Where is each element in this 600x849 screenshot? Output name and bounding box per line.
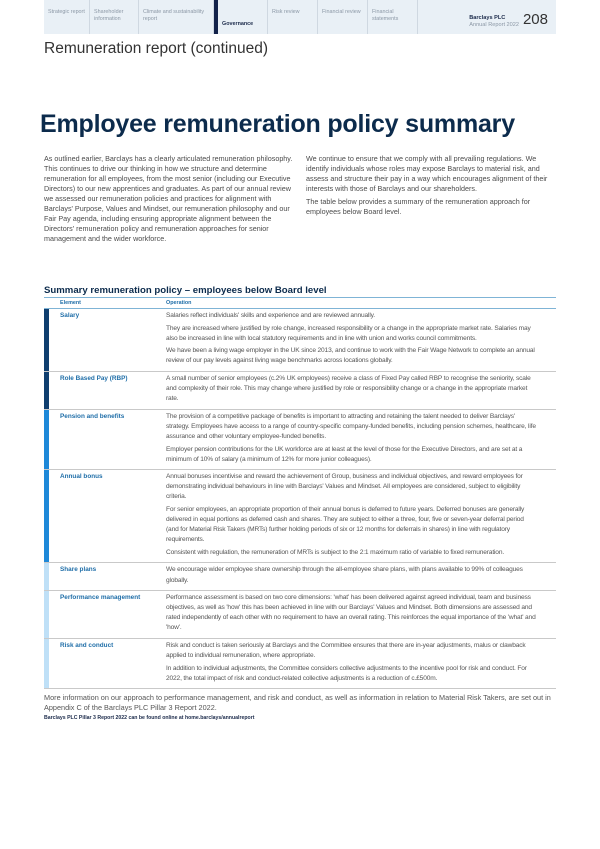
operation-text: We have been a living wage employer in the UK since 2013, and continue to work with the Fair Wage Network to complete an annual review of our pay levels against living wage benchmarks across locations globally. <box>166 347 535 365</box>
element-label: Pension and benefits <box>60 412 125 420</box>
brand-subtitle: Annual Report 2022 <box>469 22 519 28</box>
intro-left-column <box>44 154 294 247</box>
table-row-pension-benefits <box>44 410 556 470</box>
operation-text: Risk and conduct is taken seriously at Barclays and the Committee ensures that there are in-year adjustments, malus or clawback applied to individual remuneration, where appropriate. <box>166 642 526 660</box>
element-label: Annual bonus <box>60 473 103 481</box>
operation-cell <box>166 372 556 409</box>
column-header-operation: Operation <box>166 300 192 306</box>
operation-cell <box>166 410 556 469</box>
nav-tab-shareholder-information[interactable]: Shareholder information <box>90 0 139 34</box>
intro-text <box>44 154 556 247</box>
operation-text: They are increased where justified by role change, increased responsibility or a change in the appropriate market rate. Salaries may also be increased in line with local statutory requirements and in line with union and works council commitments. <box>166 324 531 342</box>
intro-paragraph: As outlined earlier, Barclays has a clearly articulated remuneration philosophy. This continues to drive our thinking in how we structure and determine remuneration for all employees, from the most senior (including our Executive Directors) to our new apprentices and graduates. As part of our annual review we assessed our remuneration policies and practices for alignment with Barclays' Purpose, Values and Mindset, our remuneration philosophy and our Fair Pay agenda, including ensuring appropriate alignment between the Directors' remuneration policy and remuneration approaches for senior management and the wider workforce. <box>44 154 293 243</box>
operation-cell <box>166 591 556 638</box>
page-title: Employee remuneration policy summary <box>40 110 515 138</box>
element-label: Salary <box>60 312 80 319</box>
element-label: Risk and conduct <box>60 642 114 650</box>
table-row-annual-bonus <box>44 470 556 563</box>
table-header <box>44 298 556 309</box>
section-title: Remuneration report (continued) <box>44 40 269 57</box>
operation-cell <box>166 309 556 371</box>
nav-tab-governance[interactable]: Governance <box>214 0 268 34</box>
footer-link-note[interactable]: Barclays PLC Pillar 3 Report 2022 can be found online at home.barclays/annualreport <box>44 715 255 721</box>
intro-paragraph: The table below provides a summary of the remuneration approach for employees below Board level. <box>306 197 531 216</box>
column-header-element: Element <box>60 300 81 306</box>
operation-text: Employer pension contributions for the UK workforce are at least at the level of those for the Executive Directors, and are set at a minimum of 10% of salary (a minimum of 12% for more junior colleagues). <box>166 445 523 463</box>
operation-cell <box>166 639 556 688</box>
table-row-share-plans <box>44 563 556 591</box>
operation-text: We encourage wider employee share ownership through the all-employee share plans, with plans available to 99% of colleagues globally. <box>166 566 523 584</box>
operation-text: For senior employees, an appropriate proportion of their annual bonus is deferred to future years. Deferred bonuses are generally delivered in equal portions as deferred cash and shares. They are subject to either a three, four, five or seven-year deferral period (and for Material Risk Takers (MRTs) further holding periods of six or 12 months for deferrals in shares) in line with regulatory requirements. <box>166 506 525 544</box>
operation-text: Annual bonuses incentivise and reward the achievement of Group, business and individual objectives, and reward employees for demonstrating individual behaviours in line with Barclays' Values and Mindset. All employees are considered, subject to eligibility criteria. <box>166 473 523 501</box>
table-row-performance-management <box>44 591 556 639</box>
operation-text: The provision of a competitive package of benefits is important to attracting and retaining the talent needed to deliver Barclays' strategy. Employees have access to a range of country-specific company-funded benefits, including pension schemes, healthcare, life assurance and other voluntary employee-funded benefits. <box>166 412 536 440</box>
nav-tab-risk-review[interactable]: Risk review <box>268 0 318 34</box>
section-navigation <box>44 0 556 34</box>
table-row-role-based-pay <box>44 372 556 410</box>
policy-table <box>44 297 556 689</box>
operation-text: Consistent with regulation, the remuneration of MRTs is subject to the 2:1 maximum ratio of variable to fixed remuneration. <box>166 548 505 556</box>
table-row-risk-conduct <box>44 639 556 689</box>
element-label: Share plans <box>60 566 97 574</box>
operation-text: Performance assessment is based on two core dimensions: 'what' has been delivered against agreed individual, team and business objectives, as well as 'how' this has been achieved in line with our Barclays' Values and Mindset. Both dimensions are assessed and rated independently of each other with no requirement to have an overall rating. This reinforces the equal importance of the 'what' and 'how'. <box>166 594 536 632</box>
intro-right-column <box>306 154 556 247</box>
operation-cell <box>166 563 556 590</box>
operation-text: In addition to individual adjustments, the Committee considers collective adjustments to the incentive pool for risk and conduct. For 2022, the total impact of risk and conduct-related collective adjustments is a reduction of c.£500m. <box>166 664 527 682</box>
table-row-salary <box>44 309 556 372</box>
nav-tab-financial-statements[interactable]: Financial statements <box>368 0 418 34</box>
report-brand <box>469 15 519 29</box>
element-label: Role Based Pay (RBP) <box>60 374 128 382</box>
brand-name: Barclays PLC <box>469 15 506 21</box>
operation-text: Salaries reflect individuals' skills and experience and are reviewed annually. <box>166 312 375 319</box>
intro-paragraph: We continue to ensure that we comply with all prevailing regulations. We identify individuals whose roles may expose Barclays to material risk, and assess and structure their pay in a way which encourages alignment of their interests with those of Barclays and our shareholders. <box>306 154 548 193</box>
operation-text: A small number of senior employees (c.2% UK employees) receive a class of Fixed Pay called RBP to recognise the seniority, scale and complexity of their role. This may change where justified by role or responsibility change or a change in the appropriate market rate. <box>166 374 531 403</box>
nav-tab-financial-review[interactable]: Financial review <box>318 0 368 34</box>
nav-tab-climate-sustainability[interactable]: Climate and sustainability report <box>139 0 214 34</box>
table-title: Summary remuneration policy – employees below Board level <box>44 285 327 296</box>
page-number: 208 <box>522 11 548 28</box>
operation-cell <box>166 470 556 562</box>
element-label: Performance management <box>60 594 141 602</box>
nav-tab-strategic-report[interactable]: Strategic report <box>44 0 90 34</box>
footer-paragraph: More information on our approach to performance management, and risk and conduct, as well as information in relation to Material Risk Takers, are set out in Appendix C of the Barclays PLC Pillar 3 Report 2022. <box>44 693 551 712</box>
